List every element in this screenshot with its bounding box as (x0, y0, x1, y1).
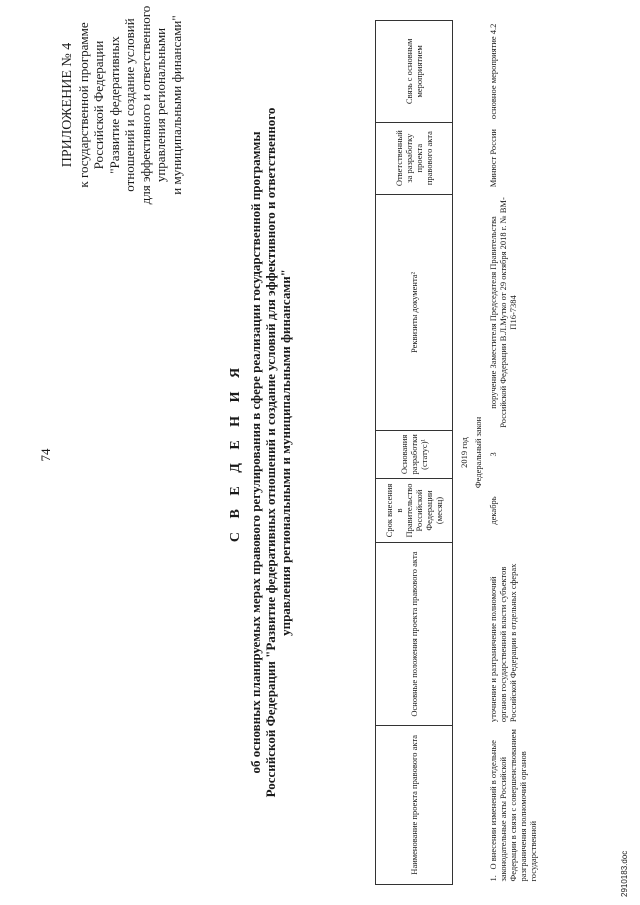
heading-subtitle-line: управления региональными и муниципальными финансами" (278, 269, 293, 636)
header-requisites: Реквизиты документа² (376, 194, 453, 431)
heading-subtitle-line: об основных планируемых мерах правового регулирования в сфере реализации государственной программы (248, 131, 263, 774)
appendix-block (60, 0, 184, 215)
cell-name (485, 725, 541, 884)
cell-responsible: Минюст России (488, 129, 498, 188)
header-link: Связь с основным мероприятием (376, 21, 453, 123)
header-name: Наименование проекта правового акта (376, 725, 453, 884)
page-number: 74 (38, 448, 53, 462)
row-name: О внесении изменений в отдельные законодательные акты Российской Федерации в связи с совершенствованием разграничения полномочий органов государственной (488, 729, 538, 882)
table-row (485, 21, 541, 885)
heading-subtitle (248, 20, 293, 885)
appendix-line: к государственной программе (75, 22, 91, 188)
section-year-row (453, 21, 472, 885)
document-code: 2910183.doc (620, 850, 629, 897)
section-type: Федеральный закон (473, 416, 483, 489)
row-number: 1. (488, 875, 498, 882)
header-basis: Основания разработки (статус)¹ (376, 431, 453, 478)
heading-title: С В Е Д Е Н И Я (228, 362, 243, 543)
header-responsible: Ответственный за разработку проекта правового акта (376, 122, 453, 194)
heading-subtitle-line: Российской Федерации "Развитие федеративных отношений и создание условий для эффективного и ответственного (263, 107, 278, 798)
appendix-line: управления региональными (153, 27, 168, 183)
cell-link: основное мероприятие 4.2 (488, 23, 498, 120)
section-year: 2019 год (459, 437, 469, 468)
document-heading (228, 20, 293, 885)
cell-basis: 3 (488, 452, 498, 457)
appendix-line: отношений и создание условий (122, 18, 137, 192)
appendix-line: и муниципальными финансами" (168, 15, 184, 195)
header-deadline: Срок внесения в Правительство Российской Федерации (месяц) (376, 478, 453, 543)
appendix-line: Российской Федерации (91, 40, 106, 170)
header-provisions: Основные положения проекта правового акта (376, 543, 453, 725)
cell-requisites: поручение Заместителя Председателя Правительства Российской Федерации В.Л.Мутко от 29 октября 2018 г. № ВМ-П16-7384 (488, 197, 518, 428)
cell-provisions: уточнение и разграничение полномочий органов государственной власти субъектов Российской Федерации в отдельных сферах (488, 563, 518, 723)
appendix-line: "Развитие федеративных (106, 36, 122, 174)
cell-deadline: декабрь (488, 496, 498, 525)
legal-measures-table (375, 20, 541, 885)
appendix-title: ПРИЛОЖЕНИЕ № 4 (60, 42, 75, 168)
section-type-row (471, 21, 485, 885)
appendix-line: для эффективного и ответственного (137, 5, 153, 205)
table-header-row (376, 21, 453, 885)
